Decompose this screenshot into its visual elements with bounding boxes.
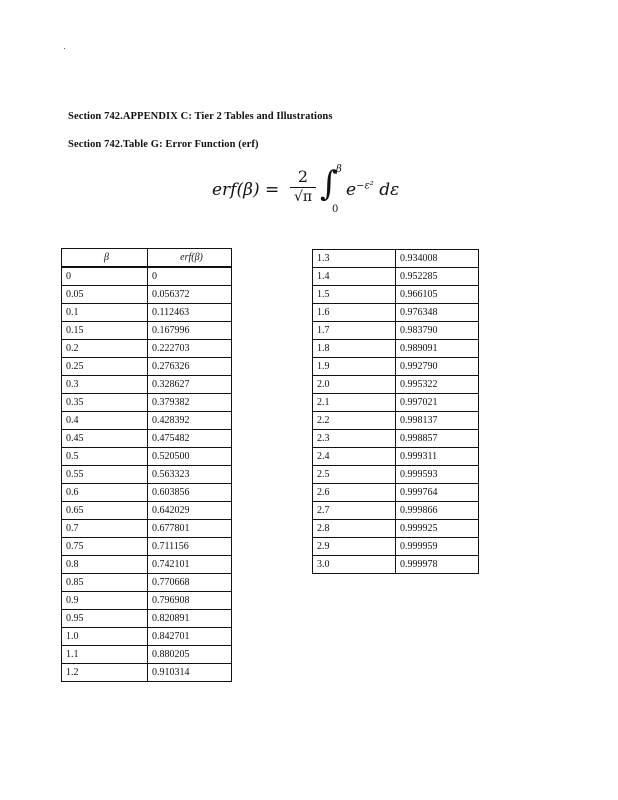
- beta-cell: 2.8: [313, 520, 396, 538]
- table-row: [62, 610, 232, 628]
- table-row: [62, 502, 232, 520]
- table-row: [62, 286, 232, 304]
- formula-fraction: [290, 168, 316, 205]
- beta-cell: 0.2: [62, 340, 148, 358]
- erf-value-cell: 0.770668: [148, 574, 232, 592]
- table-row: [62, 592, 232, 610]
- erf-value-cell: 0.995322: [396, 376, 479, 394]
- table-row: [313, 502, 479, 520]
- table-row: [313, 268, 479, 286]
- erf-value-cell: 0.910314: [148, 664, 232, 682]
- scan-speck: [64, 48, 65, 49]
- table-row: [313, 484, 479, 502]
- beta-cell: 0.65: [62, 502, 148, 520]
- header-erf: erf(β): [148, 249, 232, 268]
- beta-cell: 1.0: [62, 628, 148, 646]
- erf-table-right: [312, 249, 479, 574]
- erf-value-cell: 0.796908: [148, 592, 232, 610]
- integrand-differential: dε: [373, 180, 400, 200]
- table-row: [313, 376, 479, 394]
- erf-value-cell: 0.711156: [148, 538, 232, 556]
- erf-value-cell: 0.934008: [396, 250, 479, 268]
- erf-value-cell: 0.989091: [396, 340, 479, 358]
- integral-lower-limit: 0: [332, 204, 339, 215]
- table-row: [62, 448, 232, 466]
- erf-value-cell: 0.998857: [396, 430, 479, 448]
- beta-cell: 0.5: [62, 448, 148, 466]
- beta-cell: 0.95: [62, 610, 148, 628]
- beta-cell: 0.35: [62, 394, 148, 412]
- erf-value-cell: 0.999593: [396, 466, 479, 484]
- table-row: [62, 358, 232, 376]
- beta-cell: 2.5: [313, 466, 396, 484]
- erf-table-left-body: [62, 267, 232, 682]
- erf-value-cell: 0.642029: [148, 502, 232, 520]
- beta-cell: 0.8: [62, 556, 148, 574]
- erf-value-cell: 0.842701: [148, 628, 232, 646]
- table-row: [313, 412, 479, 430]
- table-row: [62, 664, 232, 682]
- erf-value-cell: 0.966105: [396, 286, 479, 304]
- table-row: [62, 520, 232, 538]
- beta-cell: 2.9: [313, 538, 396, 556]
- table-row: [62, 484, 232, 502]
- erf-formula: [212, 164, 412, 220]
- formula-lhs: erf(β) =: [212, 180, 280, 200]
- table-row: [62, 628, 232, 646]
- table-row: [313, 340, 479, 358]
- beta-cell: 0.75: [62, 538, 148, 556]
- erf-value-cell: 0.677801: [148, 520, 232, 538]
- beta-cell: 2.0: [313, 376, 396, 394]
- table-row: [62, 376, 232, 394]
- erf-value-cell: 0.999978: [396, 556, 479, 574]
- table-row: [62, 466, 232, 484]
- erf-value-cell: 0: [148, 267, 232, 286]
- beta-cell: 1.8: [313, 340, 396, 358]
- beta-cell: 0.45: [62, 430, 148, 448]
- beta-cell: 0.25: [62, 358, 148, 376]
- erf-value-cell: 0.998137: [396, 412, 479, 430]
- erf-table-left: [61, 248, 232, 682]
- table-row: [313, 250, 479, 268]
- beta-cell: 1.1: [62, 646, 148, 664]
- erf-value-cell: 0.276326: [148, 358, 232, 376]
- erf-value-cell: 0.999925: [396, 520, 479, 538]
- table-row: [313, 538, 479, 556]
- beta-cell: 0.15: [62, 322, 148, 340]
- fraction-bar: [290, 187, 316, 188]
- erf-value-cell: 0.563323: [148, 466, 232, 484]
- table-row: [313, 430, 479, 448]
- table-row: [62, 556, 232, 574]
- erf-value-cell: 0.328627: [148, 376, 232, 394]
- beta-cell: 1.7: [313, 322, 396, 340]
- beta-cell: 1.2: [62, 664, 148, 682]
- table-row: [62, 574, 232, 592]
- erf-value-cell: 0.820891: [148, 610, 232, 628]
- beta-cell: 2.6: [313, 484, 396, 502]
- beta-cell: 1.9: [313, 358, 396, 376]
- table-header-row: [62, 249, 232, 268]
- table-heading: Section 742.Table G: Error Function (erf): [68, 139, 259, 150]
- integrand-exponent: −ε²: [356, 180, 374, 192]
- erf-table-right-body: [313, 250, 479, 574]
- erf-value-cell: 0.999764: [396, 484, 479, 502]
- table-row: [62, 430, 232, 448]
- erf-value-cell: 0.999866: [396, 502, 479, 520]
- table-row: [62, 322, 232, 340]
- table-row: [62, 267, 232, 286]
- beta-cell: 2.2: [313, 412, 396, 430]
- erf-value-cell: 0.992790: [396, 358, 479, 376]
- erf-value-cell: 0.475482: [148, 430, 232, 448]
- erf-value-cell: 0.983790: [396, 322, 479, 340]
- table-row: [62, 538, 232, 556]
- table-row: [62, 394, 232, 412]
- beta-cell: 1.3: [313, 250, 396, 268]
- beta-cell: 0.3: [62, 376, 148, 394]
- table-row: [62, 646, 232, 664]
- erf-value-cell: 0.167996: [148, 322, 232, 340]
- beta-cell: 0.55: [62, 466, 148, 484]
- erf-value-cell: 0.999311: [396, 448, 479, 466]
- table-row: [313, 556, 479, 574]
- beta-cell: 0: [62, 267, 148, 286]
- beta-cell: 0.1: [62, 304, 148, 322]
- erf-value-cell: 0.428392: [148, 412, 232, 430]
- formula-integrand: [346, 180, 399, 200]
- erf-value-cell: 0.976348: [396, 304, 479, 322]
- erf-value-cell: 0.880205: [148, 646, 232, 664]
- erf-value-cell: 0.999959: [396, 538, 479, 556]
- table-row: [313, 394, 479, 412]
- erf-value-cell: 0.603856: [148, 484, 232, 502]
- table-row: [313, 520, 479, 538]
- table-row: [62, 412, 232, 430]
- beta-cell: 2.1: [313, 394, 396, 412]
- erf-value-cell: 0.112463: [148, 304, 232, 322]
- table-row: [62, 304, 232, 322]
- table-row: [313, 358, 479, 376]
- table-row: [313, 304, 479, 322]
- beta-cell: 0.05: [62, 286, 148, 304]
- section-heading: Section 742.APPENDIX C: Tier 2 Tables and Illustrations: [68, 111, 333, 122]
- erf-value-cell: 0.056372: [148, 286, 232, 304]
- beta-cell: 2.3: [313, 430, 396, 448]
- beta-cell: 2.7: [313, 502, 396, 520]
- erf-value-cell: 0.520500: [148, 448, 232, 466]
- integral-upper-limit: β: [336, 164, 342, 175]
- beta-cell: 1.5: [313, 286, 396, 304]
- integral-sign: ∫: [320, 164, 338, 204]
- beta-cell: 1.6: [313, 304, 396, 322]
- beta-cell: 0.4: [62, 412, 148, 430]
- beta-cell: 0.7: [62, 520, 148, 538]
- beta-cell: 1.4: [313, 268, 396, 286]
- erf-value-cell: 0.997021: [396, 394, 479, 412]
- table-row: [313, 466, 479, 484]
- erf-value-cell: 0.952285: [396, 268, 479, 286]
- erf-value-cell: 0.222703: [148, 340, 232, 358]
- erf-value-cell: 0.379382: [148, 394, 232, 412]
- table-row: [313, 286, 479, 304]
- beta-cell: 2.4: [313, 448, 396, 466]
- beta-cell: 0.9: [62, 592, 148, 610]
- beta-cell: 0.85: [62, 574, 148, 592]
- integrand-base: e: [346, 180, 357, 200]
- beta-cell: 0.6: [62, 484, 148, 502]
- table-row: [313, 448, 479, 466]
- beta-cell: 3.0: [313, 556, 396, 574]
- formula-numerator: 2: [297, 167, 309, 186]
- formula-denominator: √π: [293, 189, 313, 205]
- erf-value-cell: 0.742101: [148, 556, 232, 574]
- table-row: [313, 322, 479, 340]
- table-row: [62, 340, 232, 358]
- header-beta: β: [62, 249, 148, 268]
